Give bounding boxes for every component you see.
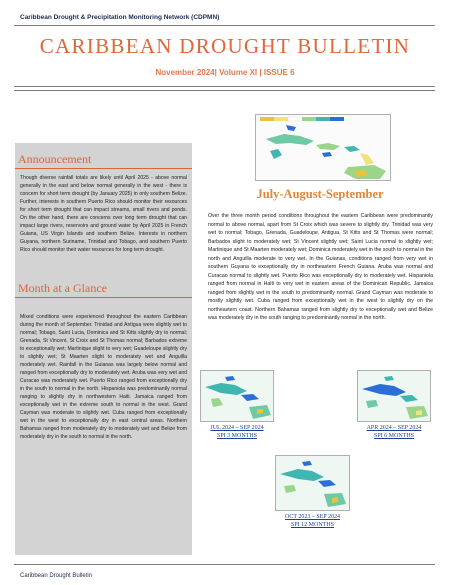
footer-divider (14, 564, 435, 565)
glance-rule (15, 297, 192, 298)
glance-heading: Month at a Glance (18, 281, 107, 295)
spi-12-month-period: OCT 2023 – SEP 2024 (284, 514, 340, 520)
bulletin-title: CARIBBEAN DROUGHT BULLETIN (39, 34, 411, 58)
spi-3-month-label: SPI 3 MONTHS (216, 433, 257, 439)
spi-3-month-map (200, 370, 274, 422)
glance-text: Mixed conditions were experienced throughout the eastern Caribbean during the month of September. Trinidad and Antigua were slightly wet to normal; Tobago, Saint Lucia, Dominica and St Kitts slightly dry to normal; Grenada, St Vincent, St Croix and St Thomas normal; Barbados extreme to exceptionally wet; Martinique slight to very wet; Guadeloupe slightly dry to slightly wet; St Maarten slight to moderately wet and Anguilla moderately wet. Rainfall in the Guianas was largely below normal and ranged from exceptionally dry to moderately wet. Aruba was very wet and Curacao was moderately wet. Puerto Rico ranged from exceptionally dry in the south to normal in the north. Hispaniola was predominantly normal ranging to slightly dry in northwestern Haiti. Jamaica ranged from exceptionally wet in the extreme south to normal in the west. Grand Cayman was moderate to slightly wet. Cuba ranged from exceptionally wet in the west to exceptionally dry in east central areas. Northern Bahamas ranged from moderately dry to moderately wet and Belize from moderately dry in the south to normal in the north. (20, 314, 187, 440)
header-divider (14, 25, 435, 26)
spi-map-top (255, 114, 391, 181)
spi-6-month-map (357, 370, 431, 422)
spi-6-month-label: SPI 6 MONTHS (373, 433, 414, 439)
period-summary: Over the three month period conditions throughout the eastern Caribbean were predominantly normal to above normal, apart from St Croix which was severe to slightly dry. Trinidad was very wet to normal; Tobago, Grenada, Guadeloupe, Antigua, St Kitts and St Thomas were normal; Barbados slight to moderately wet; St Vincent slightly wet; Saint Lucia normal to slightly wet; Martinique and St Maarten moderately wet; Dominica moderately wet in the south to normal in the north and Anguilla moderate to very wet. In the Guianas, conditions ranged from very wet in southern Guyana to exceptionally dry in northeastern French Guiana. Aruba was normal and Curacao normal to slightly wet. Puerto Rico was exceptionally dry to moderately wet. Hispaniola ranged from normal in Haiti to very wet in eastern areas of the Dominican Republic. Jamaica ranged from slightly wet in the south to predominantly normal. Grand Cayman was moderate to mostly slightly wet. Cuba ranged from exceptionally wet in the west to slightly dry on the northeastern coast. Northern Bahamas ranged from slightly dry to exceptionally wet and Belize was moderately dry in the south ranging to predominantly normal in the north. (208, 213, 433, 321)
footer-text: Caribbean Drought Bulletin (20, 573, 93, 579)
issue-info: November 2024| Volume XI | ISSUE 6 (155, 68, 295, 77)
period-heading: July-August-September (256, 187, 384, 201)
spi-3-month-period: JUL 2024 – SEP 2024 (210, 425, 264, 431)
spi-12-month-caption (270, 513, 355, 529)
spi-12-month-map (275, 455, 350, 511)
spi-12-month-label: SPI 12 MONTHS (290, 522, 334, 528)
announcement-rule (15, 168, 192, 169)
title-divider-bottom (14, 90, 435, 91)
network-name: Caribbean Drought & Precipitation Monitoring Network (CDPMN) (20, 14, 220, 21)
announcement-heading: Announcement (18, 152, 92, 166)
announcement-text: Though diverse rainfall totals are likely until April 2025 - above normal generally in the east and below normal generally in the west - there is concern for short term drought (by January 2025) in only southern Belize. Further, interests in southern Puerto Rico should monitor their resources for short term drought that can impact streams, small rivers and ponds. On the other hand, there are concerns over long term drought that can impact large rivers, reservoirs and ground water by April 2025 in French Guiana, US Virgin Islands and southern Belize. Interests in northern Guyana, northern Suriname, Trinidad and Tobago, and southern Puerto Rico should monitor their water resources for long term drought. (20, 175, 187, 253)
spi-6-month-period: APR 2024 – SEP 2024 (366, 425, 422, 431)
spi-3-month-caption (197, 424, 277, 440)
spi-6-month-caption (353, 424, 435, 440)
title-divider-top (14, 86, 435, 87)
